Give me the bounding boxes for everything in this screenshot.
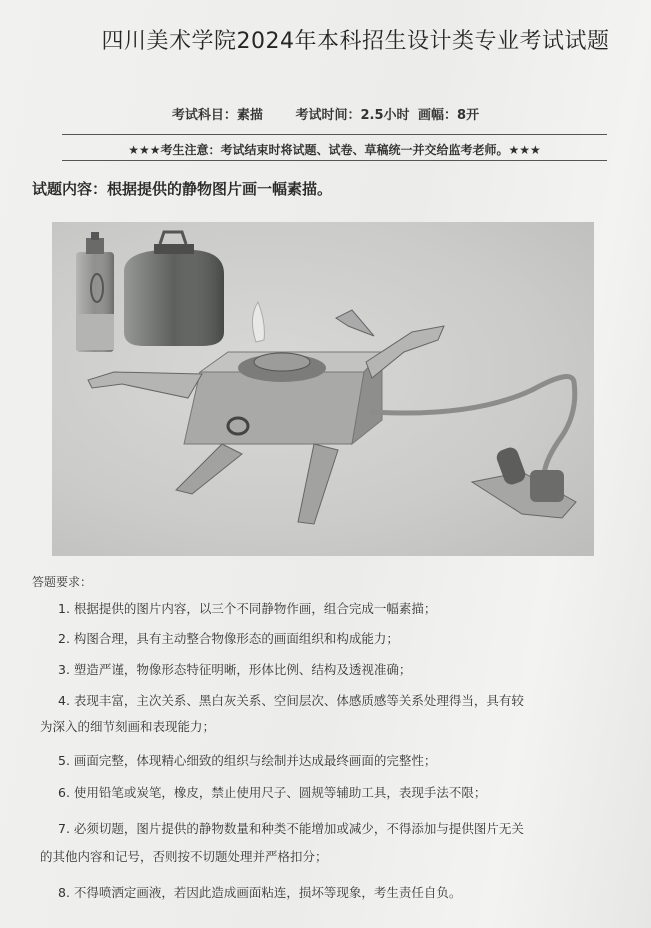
exam-content: 试题内容：根据提供的静物图片画一幅素描。 xyxy=(32,180,333,198)
exam-subject: 考试科目：素描 xyxy=(171,108,263,123)
fuel-canister xyxy=(124,232,224,346)
fuel-hose-and-valve xyxy=(370,377,576,518)
requirement-4: 4. 表现丰富，主次关系、黑白灰关系、空间层次、体感质感等关系处理得当，具有较 xyxy=(58,693,524,708)
requirement-2: 2. 构图合理，具有主动整合物像形态的画面组织和构成能力； xyxy=(58,631,399,646)
requirement-1: 1. 根据提供的图片内容，以三个不同静物作画，组合完成一幅素描； xyxy=(58,601,437,616)
still-life-photo xyxy=(52,222,594,556)
requirement-8: 8. 不得喷洒定画液，若因此造成画面粘连，损坏等现象，考生责任自负。 xyxy=(58,885,462,900)
exam-paper-size: 画幅：8开 xyxy=(418,108,480,123)
exam-meta xyxy=(0,104,651,123)
requirement-6: 6. 使用铅笔或炭笔，橡皮，禁止使用尺子、圆规等辅助工具，表现手法不限； xyxy=(58,785,487,800)
exam-duration: 考试时间：2.5小时 xyxy=(295,108,410,123)
exam-title: 四川美术学院2024年本科招生设计类专业考试试题 xyxy=(101,29,610,54)
flame xyxy=(252,302,264,342)
still-life-illustration xyxy=(52,222,594,556)
requirements-heading: 答题要求： xyxy=(32,575,93,589)
requirement-7: 7. 必须切题，图片提供的静物数量和种类不能增加或减少，不得添加与提供图片无关 xyxy=(58,821,524,836)
requirement-4-continued: 为深入的细节刻画和表现能力； xyxy=(40,719,216,734)
exam-notice: ★★★考生注意：考试结束时将试题、试卷、草稿统一并交给监考老师。★★★ xyxy=(128,143,541,157)
divider-top xyxy=(62,134,607,135)
requirement-3: 3. 塑造严谨，物像形态特征明晰，形体比例、结构及透视准确； xyxy=(58,662,412,677)
divider-bottom xyxy=(62,160,607,161)
requirement-5: 5. 画面完整，体现精心细致的组织与绘制并达成最终画面的完整性； xyxy=(58,753,437,768)
requirement-7-continued: 的其他内容和记号，否则按不切题处理并严格扣分； xyxy=(40,849,328,864)
gas-cartridge-can xyxy=(76,232,114,352)
